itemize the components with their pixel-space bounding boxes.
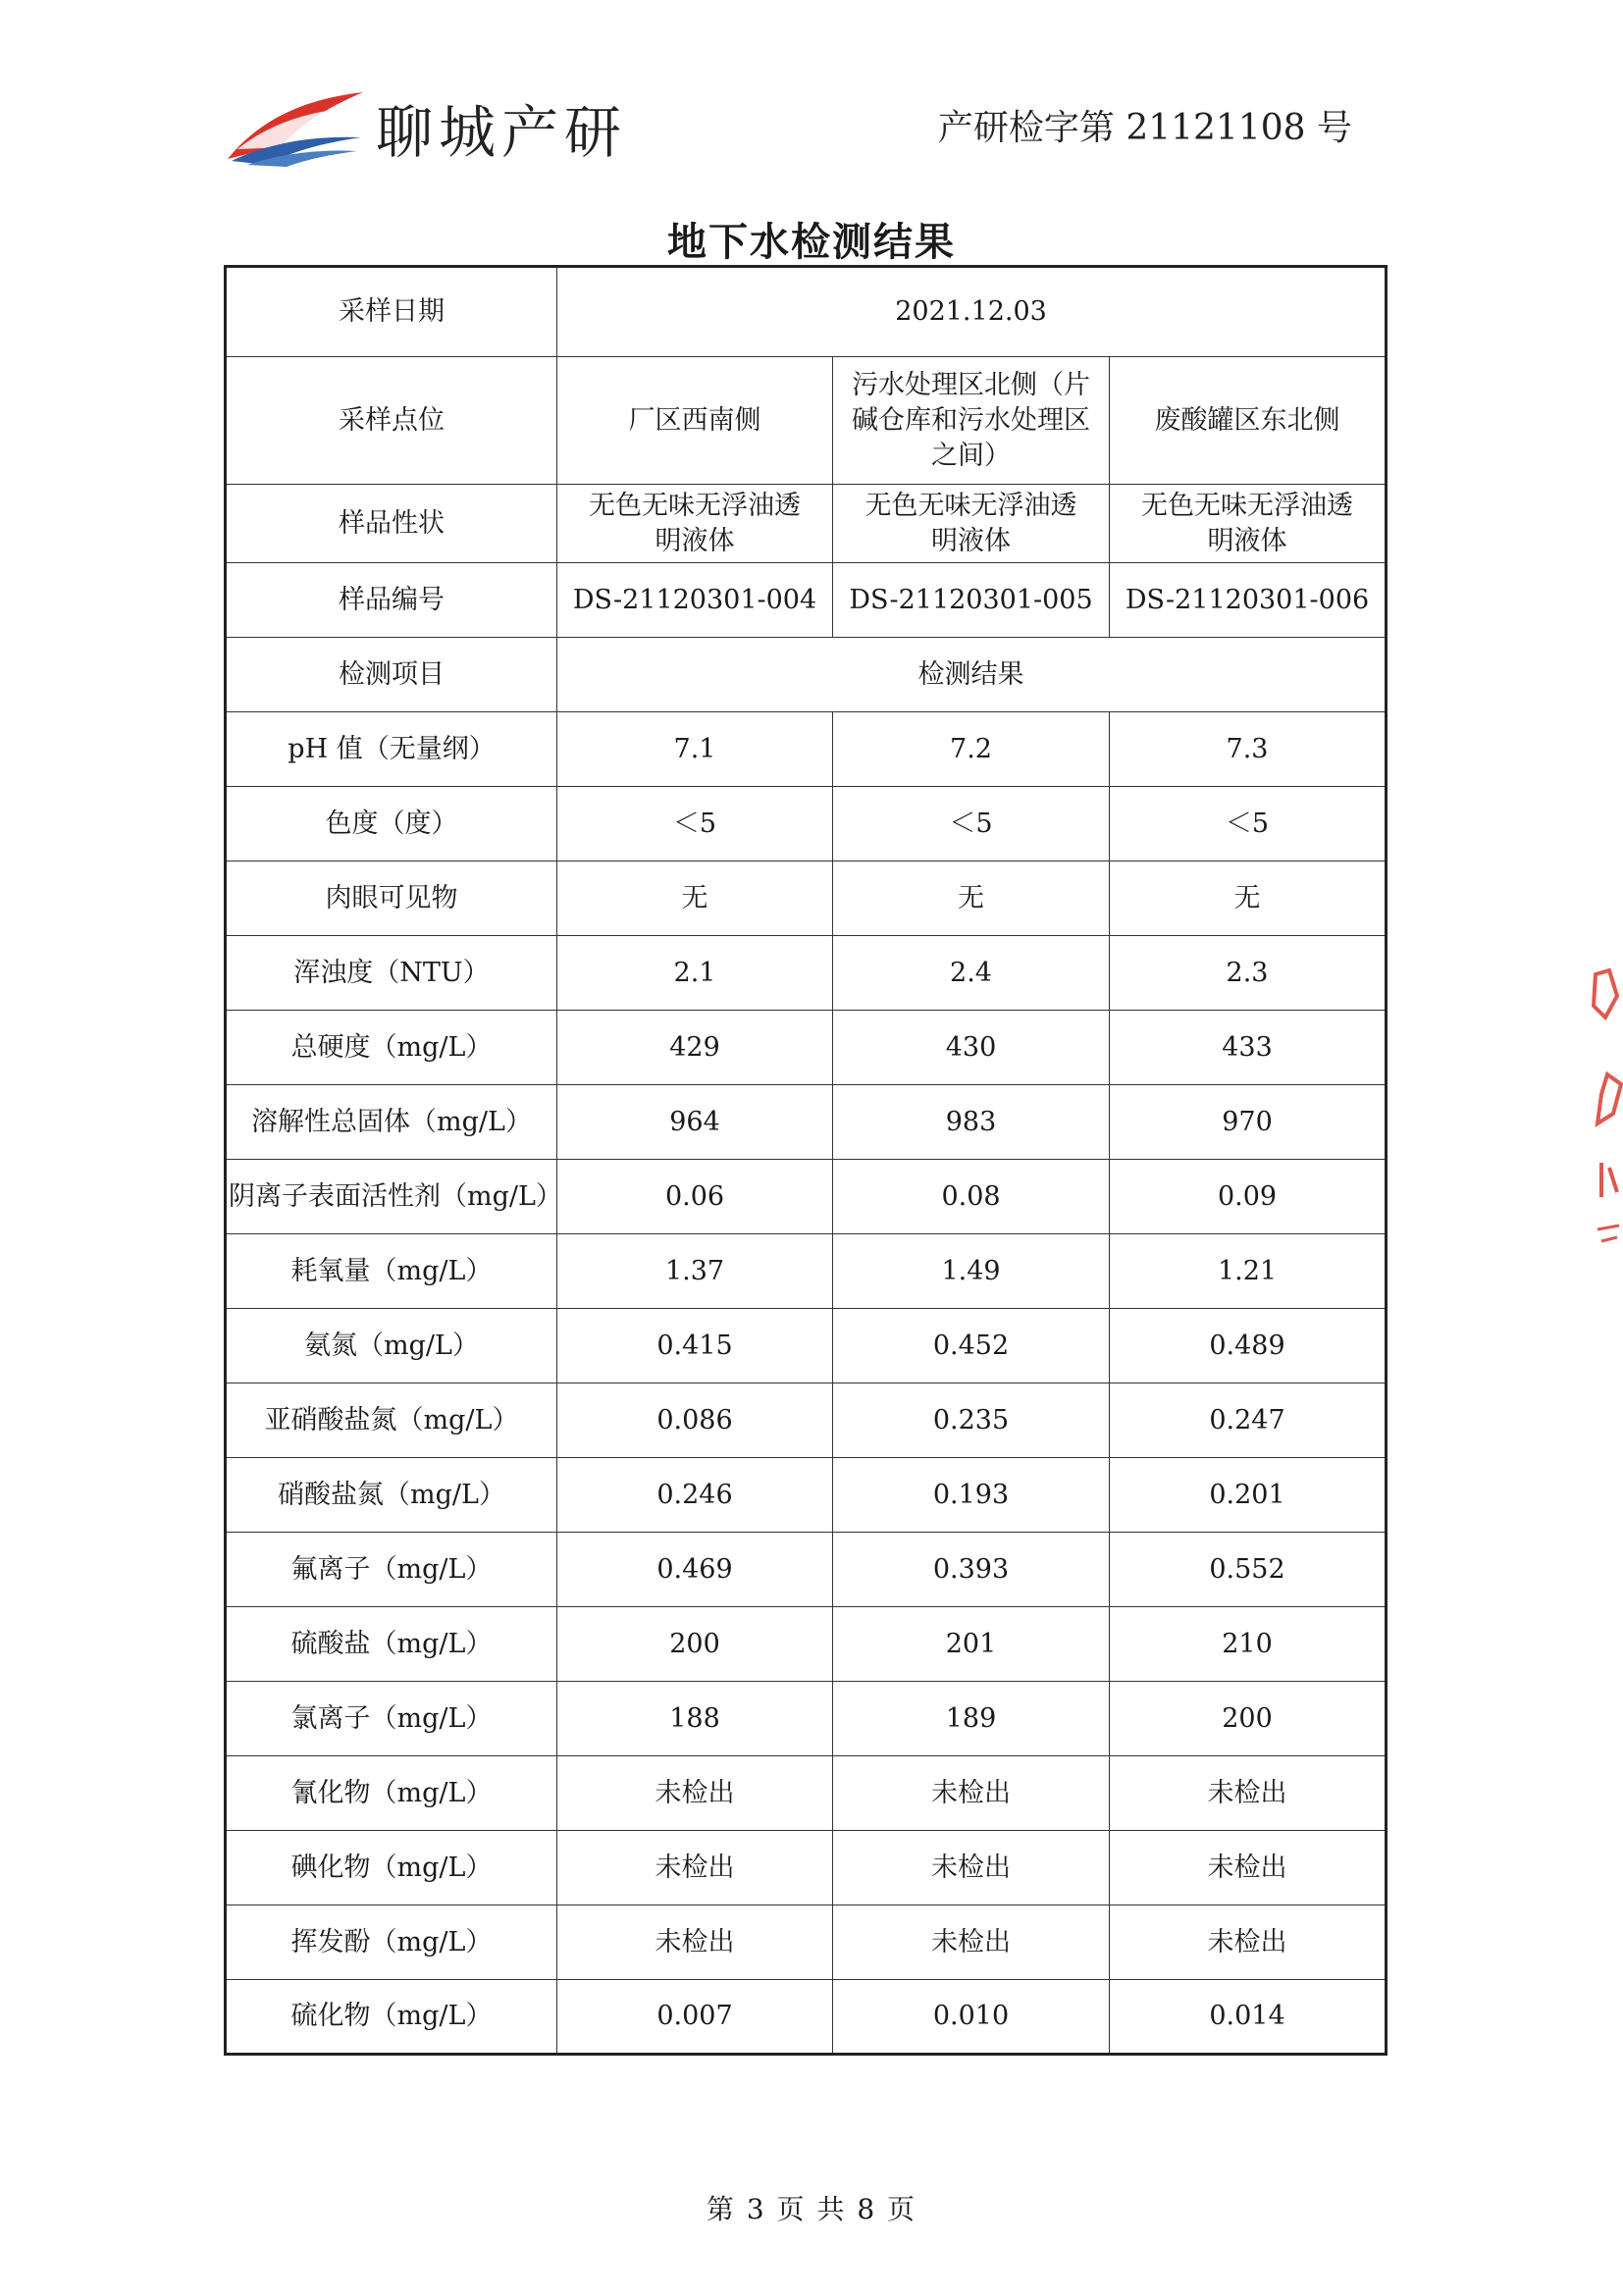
result-rows xyxy=(226,712,1387,2055)
sampling-site-cell: 污水处理区北侧（片碱仓库和污水处理区之间） xyxy=(833,357,1110,485)
table-row xyxy=(226,1905,1387,1980)
test-item-label: 硝酸盐氮（mg/L） xyxy=(226,1458,557,1533)
result-value-cell: 0.086 xyxy=(557,1383,833,1458)
table-row xyxy=(226,787,1387,861)
result-value-cell: 2.1 xyxy=(557,936,833,1011)
result-value-cell: 无 xyxy=(557,861,833,936)
result-value-cell: 970 xyxy=(1110,1085,1387,1160)
test-item-label: 氰化物（mg/L） xyxy=(226,1756,557,1831)
result-value-cell: ＜5 xyxy=(557,787,833,861)
test-item-label: 硫化物（mg/L） xyxy=(226,1980,557,2055)
result-value-cell: 未检出 xyxy=(1110,1905,1387,1980)
test-item-label: 硫酸盐（mg/L） xyxy=(226,1607,557,1682)
result-value-cell: 未检出 xyxy=(833,1905,1110,1980)
result-value-cell: 0.014 xyxy=(1110,1980,1387,2055)
sampling-site-row xyxy=(226,357,1387,485)
result-value-cell: 0.246 xyxy=(557,1458,833,1533)
test-item-label: 挥发酚（mg/L） xyxy=(226,1905,557,1980)
test-item-header: 检测项目 xyxy=(226,638,557,712)
table-row xyxy=(226,1533,1387,1607)
logo-text: 聊城产研 xyxy=(376,99,628,166)
test-item-label: 肉眼可见物 xyxy=(226,861,557,936)
sample-appearance-cell: 无色无味无浮油透明液体 xyxy=(1110,485,1387,563)
test-item-label: 氯离子（mg/L） xyxy=(226,1682,557,1756)
result-value-cell: 0.193 xyxy=(833,1458,1110,1533)
result-value-cell: 0.469 xyxy=(557,1533,833,1607)
result-value-cell: 无 xyxy=(1110,861,1387,936)
result-value-cell: 0.235 xyxy=(833,1383,1110,1458)
result-value-cell: 无 xyxy=(833,861,1110,936)
company-logo xyxy=(224,86,627,169)
result-value-cell: 1.49 xyxy=(833,1234,1110,1309)
sample-appearance-row xyxy=(226,485,1387,563)
result-value-cell: 0.007 xyxy=(557,1980,833,2055)
result-value-cell: ＜5 xyxy=(833,787,1110,861)
test-item-label: pH 值（无量纲） xyxy=(226,712,557,787)
result-value-cell: 0.247 xyxy=(1110,1383,1387,1458)
result-value-cell: 210 xyxy=(1110,1607,1387,1682)
sample-appearance-cell: 无色无味无浮油透明液体 xyxy=(557,485,833,563)
result-value-cell: 0.393 xyxy=(833,1533,1110,1607)
result-value-cell: 201 xyxy=(833,1607,1110,1682)
report-header xyxy=(224,86,1352,175)
result-value-cell: 0.489 xyxy=(1110,1309,1387,1383)
table-row xyxy=(226,1756,1387,1831)
sample-id-cell: DS-21120301-006 xyxy=(1110,563,1387,638)
result-value-cell: 429 xyxy=(557,1011,833,1085)
table-row xyxy=(226,1383,1387,1458)
sampling-site-cell: 废酸罐区东北侧 xyxy=(1110,357,1387,485)
result-value-cell: 200 xyxy=(557,1607,833,1682)
sample-id-cell: DS-21120301-004 xyxy=(557,563,833,638)
table-row xyxy=(226,936,1387,1011)
results-table xyxy=(224,265,1387,2056)
result-value-cell: 1.21 xyxy=(1110,1234,1387,1309)
table-row xyxy=(226,1980,1387,2055)
table-row xyxy=(226,1607,1387,1682)
sampling-date-label: 采样日期 xyxy=(226,267,557,357)
table-row xyxy=(226,1085,1387,1160)
test-item-label: 耗氧量（mg/L） xyxy=(226,1234,557,1309)
result-value-cell: 200 xyxy=(1110,1682,1387,1756)
results-header-row xyxy=(226,638,1387,712)
logo-wave-icon xyxy=(224,88,366,167)
result-value-cell: 2.3 xyxy=(1110,936,1387,1011)
page-number: 第 3 页 共 8 页 xyxy=(706,2193,917,2225)
result-value-cell: 未检出 xyxy=(557,1756,833,1831)
sample-id-row xyxy=(226,563,1387,638)
result-value-cell: 未检出 xyxy=(1110,1831,1387,1905)
result-value-cell: 7.1 xyxy=(557,712,833,787)
result-value-cell: 0.552 xyxy=(1110,1533,1387,1607)
result-value-cell: 433 xyxy=(1110,1011,1387,1085)
sampling-date-row xyxy=(226,267,1387,357)
result-value-cell: 983 xyxy=(833,1085,1110,1160)
result-value-cell: 188 xyxy=(557,1682,833,1756)
table-row xyxy=(226,861,1387,936)
table-row xyxy=(226,1160,1387,1234)
test-item-label: 溶解性总固体（mg/L） xyxy=(226,1085,557,1160)
result-value-cell: 0.09 xyxy=(1110,1160,1387,1234)
test-item-label: 氨氮（mg/L） xyxy=(226,1309,557,1383)
result-value-cell: 0.08 xyxy=(833,1160,1110,1234)
result-value-cell: 0.452 xyxy=(833,1309,1110,1383)
result-value-cell: 0.415 xyxy=(557,1309,833,1383)
result-value-cell: 0.010 xyxy=(833,1980,1110,2055)
table-row xyxy=(226,712,1387,787)
result-value-cell: 0.06 xyxy=(557,1160,833,1234)
test-item-label: 氟离子（mg/L） xyxy=(226,1533,557,1607)
result-value-cell: 7.3 xyxy=(1110,712,1387,787)
report-number: 产研检字第 21121108 号 xyxy=(937,108,1352,148)
test-item-label: 阴离子表面活性剂（mg/L） xyxy=(226,1160,557,1234)
table-row xyxy=(226,1831,1387,1905)
result-value-cell: 430 xyxy=(833,1011,1110,1085)
sample-appearance-cell: 无色无味无浮油透明液体 xyxy=(833,485,1110,563)
result-value-cell: 0.201 xyxy=(1110,1458,1387,1533)
test-item-label: 浑浊度（NTU） xyxy=(226,936,557,1011)
test-result-header: 检测结果 xyxy=(557,638,1387,712)
sample-appearance-label: 样品性状 xyxy=(226,485,557,563)
test-item-label: 碘化物（mg/L） xyxy=(226,1831,557,1905)
test-item-label: 色度（度） xyxy=(226,787,557,861)
result-value-cell: 未检出 xyxy=(833,1756,1110,1831)
result-value-cell: 未检出 xyxy=(833,1831,1110,1905)
sampling-site-label: 采样点位 xyxy=(226,357,557,485)
table-row xyxy=(226,1682,1387,1756)
red-stamp-fragment-icon xyxy=(1588,966,1623,1290)
sample-id-cell: DS-21120301-005 xyxy=(833,563,1110,638)
result-value-cell: 7.2 xyxy=(833,712,1110,787)
test-item-label: 亚硝酸盐氮（mg/L） xyxy=(226,1383,557,1458)
result-value-cell: 189 xyxy=(833,1682,1110,1756)
result-value-cell: ＜5 xyxy=(1110,787,1387,861)
result-value-cell: 2.4 xyxy=(833,936,1110,1011)
result-value-cell: 未检出 xyxy=(557,1831,833,1905)
sample-id-label: 样品编号 xyxy=(226,563,557,638)
table-row xyxy=(226,1309,1387,1383)
sampling-date-value: 2021.12.03 xyxy=(557,267,1387,357)
table-row xyxy=(226,1458,1387,1533)
sampling-site-cell: 厂区西南侧 xyxy=(557,357,833,485)
result-value-cell: 未检出 xyxy=(557,1905,833,1980)
document-title: 地下水检测结果 xyxy=(667,219,956,265)
result-value-cell: 1.37 xyxy=(557,1234,833,1309)
table-row xyxy=(226,1011,1387,1085)
result-value-cell: 未检出 xyxy=(1110,1756,1387,1831)
test-item-label: 总硬度（mg/L） xyxy=(226,1011,557,1085)
table-row xyxy=(226,1234,1387,1309)
result-value-cell: 964 xyxy=(557,1085,833,1160)
